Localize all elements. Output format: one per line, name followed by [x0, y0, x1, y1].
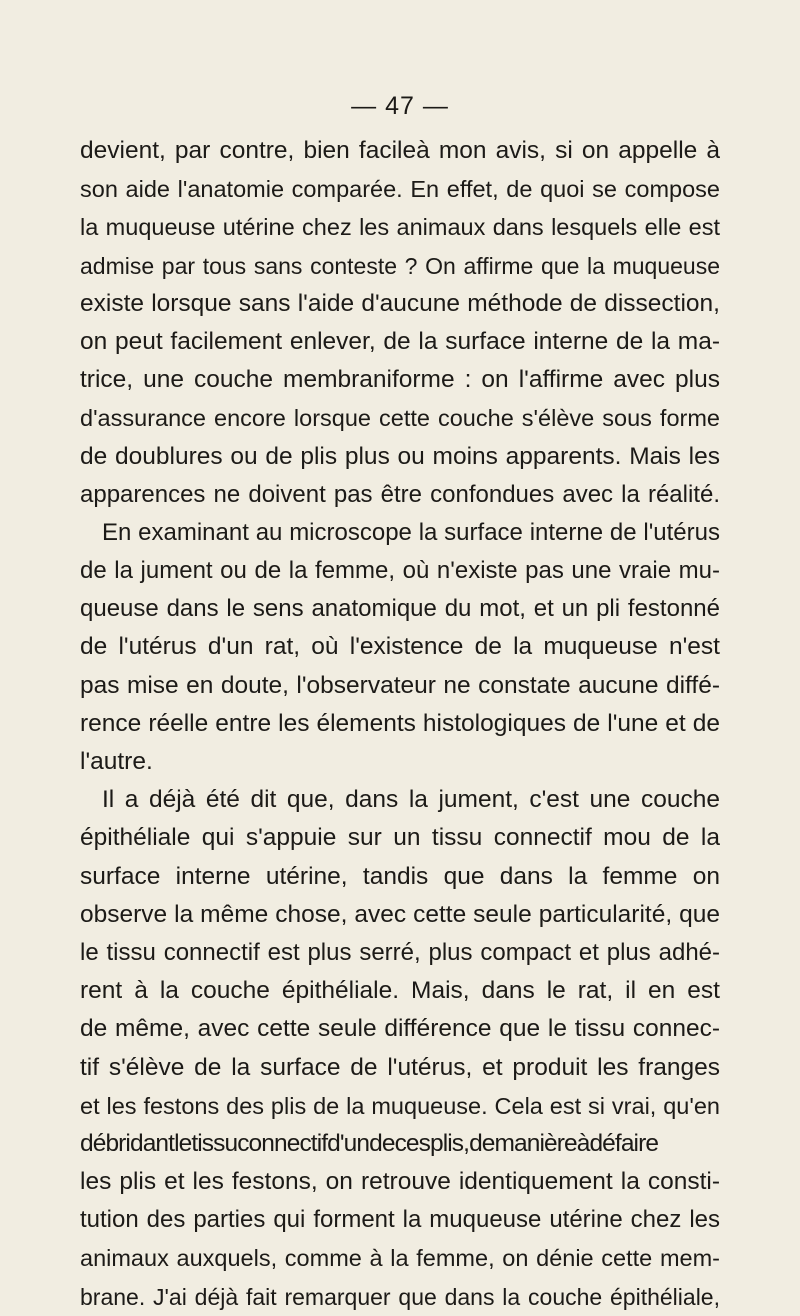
text-line: devient, par contre, bien facileà mon avis, si on appelle à	[80, 137, 720, 164]
text-line: le tissu connectif est plus serré, plus compact et plus adhé-	[80, 938, 720, 966]
text-line: épithéliale qui s'appuie sur un tissu connectif mou de la	[80, 824, 720, 852]
text-line: surface interne utérine, tandis que dans la femme on	[80, 862, 720, 890]
text-line: la muqueuse utérine chez les animaux dans lesquels elle est	[80, 214, 720, 241]
text-line: observe la même chose, avec cette seule particularité, que	[80, 900, 720, 928]
text-line: et les festons des plis de la muqueuse. Cela est si vrai, qu'en	[80, 1092, 720, 1119]
text-line: trice, une couche membraniforme : on l'affirme avec plus	[80, 366, 720, 394]
text-line: de doublures ou de plis plus ou moins apparents. Mais les	[80, 442, 720, 470]
body-text	[80, 132, 720, 1316]
text-line: apparences ne doivent pas être confondues avec la réalité.	[80, 480, 720, 508]
text-line: de la jument ou de la femme, où n'existe pas une vraie mu-	[80, 557, 720, 585]
text-line: queuse dans le sens anatomique du mot, et un pli festonné	[80, 595, 720, 623]
text-line: tution des parties qui forment la muqueuse utérine chez les	[80, 1206, 720, 1234]
text-line: l'autre.	[80, 748, 153, 775]
text-line: débridantletissuconnectifd'undecesplis,demanièreàdéfaire	[80, 1129, 659, 1157]
text-line: En examinant au microscope la surface interne de l'utérus	[102, 518, 720, 546]
text-line: brane. J'ai déjà fait remarquer que dans la couche épithéliale,	[80, 1283, 720, 1310]
text-line: rent à la couche épithéliale. Mais, dans le rat, il en est	[80, 977, 720, 1005]
text-line: rence réelle entre les élements histologiques de l'une et de	[80, 709, 720, 737]
text-line: de l'utérus d'un rat, où l'existence de la muqueuse n'est	[80, 633, 720, 661]
text-line: Il a déjà été dit que, dans la jument, c'est une couche	[102, 786, 720, 814]
text-line: les plis et les festons, on retrouve identiquement la consti-	[80, 1168, 720, 1196]
text-line: on peut facilement enlever, de la surface interne de la ma-	[80, 327, 720, 355]
text-line: admise par tous sans conteste ? On affirme que la muqueuse	[80, 252, 720, 279]
text-line: tif s'élève de la surface de l'utérus, et produit les franges	[80, 1053, 720, 1081]
text-line: son aide l'anatomie comparée. En effet, de quoi se compose	[80, 176, 720, 203]
text-line: de même, avec cette seule différence que le tissu connec-	[80, 1015, 720, 1043]
text-line: pas mise en doute, l'observateur ne constate aucune diffé-	[80, 671, 720, 699]
text-line: existe lorsque sans l'aide d'aucune méthode de dissection,	[80, 289, 720, 317]
text-line: animaux auxquels, comme à la femme, on dénie cette mem-	[80, 1245, 720, 1272]
page-number: — 47 —	[351, 92, 449, 120]
text-line: d'assurance encore lorsque cette couche s'élève sous forme	[80, 405, 720, 432]
